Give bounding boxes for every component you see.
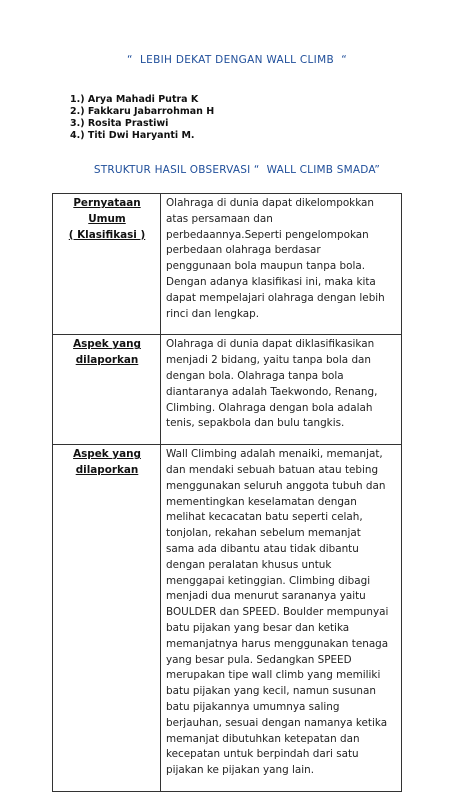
text-line: Wall Climbing adalah menaiki, memanjat,: [166, 448, 383, 461]
text-line: penggunaan bola maupun tanpa bola.: [166, 260, 366, 273]
text-line: batu pijakan yang besar dan ketika: [166, 621, 350, 634]
row-text: [161, 194, 402, 335]
table-row: [53, 335, 402, 445]
text-line: atas persamaan dan: [166, 212, 273, 225]
author-item: 2.) Fakkaru Jabarrohman H: [70, 106, 215, 117]
text-line: dan mendaki sebuah batuan atau tebing: [166, 463, 379, 476]
heading-line: ( Klasifikasi ): [68, 228, 146, 241]
text-line: perbedaan olahraga berdasar: [166, 244, 321, 257]
text-line: Olahraga di dunia dapat diklasifikasikan: [166, 338, 375, 351]
text-line: tenis, sepakbola dan bulu tangkis.: [166, 417, 345, 430]
row-heading: [53, 335, 161, 445]
author-item: 3.) Rosita Prastiwi: [70, 118, 169, 129]
author-list: [70, 94, 214, 142]
text-line: pijakan ke pijakan yang lain.: [166, 764, 315, 777]
text-line: merupakan tipe wall climb yang memiliki: [166, 669, 381, 682]
text-line: kecepatan untuk berpindah dari satu: [166, 748, 359, 761]
heading-line: Umum: [88, 212, 126, 225]
text-line: rinci dan lengkap.: [166, 307, 260, 320]
table-row: [53, 194, 402, 335]
text-line: Olahraga di dunia dapat dikelompokkan: [166, 197, 374, 209]
document-title: “ LEBIH DEKAT DENGAN WALL CLIMB “: [127, 54, 347, 66]
text-line: Climbing. Olahraga dengan bola adalah: [166, 401, 373, 414]
text-line: dapat mempelajari olahraga dengan lebih: [166, 291, 385, 304]
observation-table: [52, 193, 402, 792]
text-line: diantaranya adalah Taekwondo, Renang,: [166, 385, 378, 398]
text-line: batu pijakannya umumnya saling: [166, 700, 340, 713]
text-line: yang besar pula. Sedangkan SPEED: [166, 653, 352, 666]
row-text: [161, 445, 402, 792]
section-title: STRUKTUR HASIL OBSERVASI “ WALL CLIMB SMADA”: [93, 164, 381, 176]
text-line: berjauhan, sesuai dengan namanya ketika: [166, 716, 388, 729]
text-line: menggunakan seluruh anggota tubuh dan: [166, 479, 386, 492]
text-line: dengan peralatan khusus untuk: [166, 558, 332, 571]
text-line: mementingkan keselamatan dengan: [166, 495, 357, 508]
text-line: melihat kecacatan batu seperti celah,: [166, 511, 363, 524]
heading-line: Aspek yang: [73, 448, 141, 461]
text-line: memanjat dibutuhkan ketepatan dan: [166, 732, 360, 745]
text-line: menjadi 2 bidang, yaitu tanpa bola dan: [166, 354, 372, 367]
text-line: batu pijakan yang kecil, namun susunan: [166, 685, 376, 698]
text-line: menggapai ketinggian. Climbing dibagi: [166, 574, 371, 587]
text-line: Dengan adanya klasifikasi ini, maka kita: [166, 275, 376, 288]
author-item: 4.) Titi Dwi Haryanti M.: [70, 130, 195, 141]
table-row: [53, 445, 402, 792]
text-line: BOULDER dan SPEED. Boulder mempunyai: [166, 606, 389, 619]
author-item: 1.) Arya Mahadi Putra K: [70, 94, 199, 105]
row-heading: [53, 194, 161, 335]
row-heading: [53, 445, 161, 792]
text-line: sama ada dibantu atau tidak dibantu: [166, 542, 359, 555]
text-line: memanjatnya harus menggunakan tenaga: [166, 637, 389, 650]
heading-line: dilaporkan: [75, 463, 139, 476]
heading-line: dilaporkan: [75, 354, 139, 367]
text-line: dengan bola. Olahraga tanpa bola: [166, 369, 344, 382]
text-line: menjadi dua menurut sarananya yaitu: [166, 590, 366, 603]
heading-line: Aspek yang: [73, 338, 141, 351]
text-line: perbedaannya.Seperti pengelompokan: [166, 228, 369, 241]
text-line: tonjolan, rekahan sebelum memanjat: [166, 527, 361, 540]
row-text: [161, 335, 402, 445]
heading-line: Pernyataan: [73, 197, 141, 209]
